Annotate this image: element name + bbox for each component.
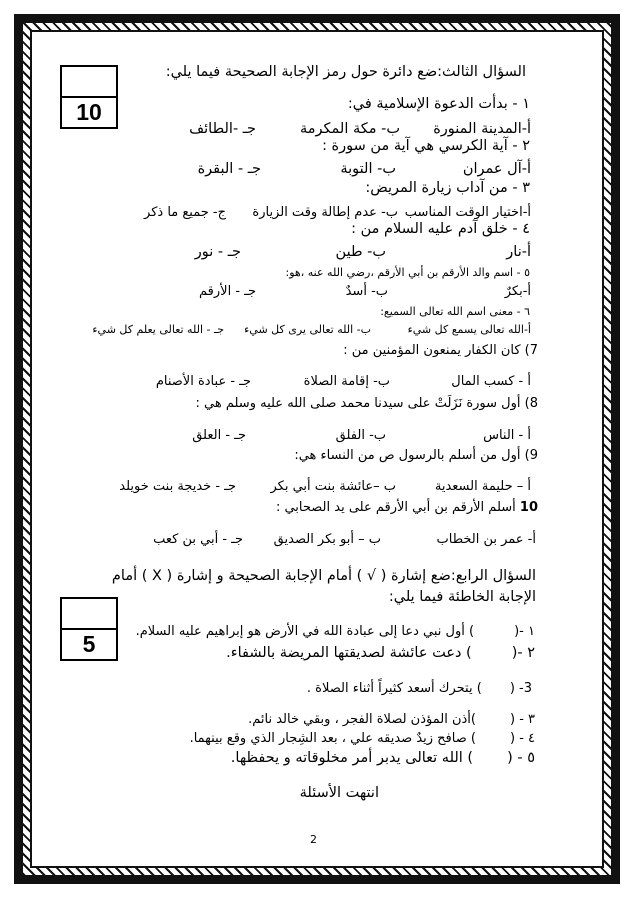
q3-item4-option-b: ب- طين: [335, 244, 386, 260]
q3-item5-option-b: ب- أسدٌ: [345, 284, 388, 299]
q3-item10-option-c: جـ - أبي بن كعب: [153, 532, 243, 547]
q3-item10-stem: [276, 500, 538, 516]
q4-score-blank: [62, 599, 116, 630]
q4-score: 5: [82, 631, 96, 657]
q3-item10-option-b: ب – أبو بكر الصديق: [273, 532, 381, 547]
q3-item5-option-a: أ-بكرٌ: [504, 284, 531, 299]
q3-item8-option-b: ب- الفلق: [335, 428, 386, 443]
q3-item3-option-c: ج- جميع ما ذكر: [144, 205, 226, 220]
q4-item6-text: ) الله تعالى يدبر أمر مخلوقاته و يحفظها.: [230, 750, 474, 766]
q3-item5-option-c: جـ - الأرقم: [199, 284, 256, 299]
q3-item9-option-a: أ – حليمة السعدية: [434, 479, 531, 494]
q3-item1-stem: ١ - بدأت الدعوة الإسلامية في:: [347, 96, 530, 112]
q3-item7-option-a: أ - كسب المال: [451, 374, 531, 389]
q4-item3: [307, 681, 532, 697]
q3-item2-option-b: ب- التوبة: [340, 161, 396, 177]
q3-score-blank: [62, 67, 116, 98]
q3-item10-number: 10: [519, 500, 538, 515]
q3-item3-option-b: ب- عدم إطالة وقت الزيارة: [252, 205, 398, 220]
q3-item10-option-a: أ- عمر بن الخطاب: [436, 532, 536, 547]
q3-score: 10: [76, 99, 102, 125]
q4-item3-text: ) يتحرك أسعد كثيراً أثناء الصلاة .: [306, 681, 482, 696]
q3-score-box: [60, 65, 118, 129]
q4-item6: [231, 750, 535, 766]
q4-item5-number: ٤ - (: [509, 731, 535, 746]
q3-item5-stem: ٥ - اسم والد الأرقم بن أبي الأرقم ،رضي الله عنه ،هو:: [285, 266, 530, 279]
q3-item2-stem: ٢ - آية الكرسي هي آية من سورة :: [322, 138, 530, 154]
q3-item9-option-b: ب –عائشة بنت أبي بكر: [270, 479, 396, 494]
q4-item3-number: 3- (: [509, 681, 532, 696]
q4-item5-text: ) صافح زيدٌ صديقه علي ، بعد الشِجار الذي وقع بينهما.: [189, 731, 476, 746]
q3-item9-stem: 9) أول من أسلم بالرسول ص من النساء هي:: [294, 448, 538, 463]
q3-item7-option-c: جـ - عبادة الأصنام: [155, 374, 251, 389]
q4-item4-text: )أذن المؤذن لصلاة الفجر ، وبقي خالد نائم.: [248, 712, 476, 727]
q3-item2-option-a: أ-آل عمران: [462, 161, 531, 177]
q4-title-line1: السؤال الرابع:ضع إشارة ( √ ) أمام الإجابة الصحيحة و إشارة ( X ) أمام: [111, 568, 536, 584]
q4-item1-number: ١ -(: [514, 624, 535, 639]
q4-score-box: [60, 597, 118, 661]
q3-item6-option-b: ب- الله تعالى يرى كل شيء: [244, 323, 371, 336]
q3-item3-stem: ٣ - من آداب زيارة المريض:: [365, 180, 530, 196]
q4-item6-number: ٥ - (: [507, 750, 535, 766]
q3-item8-option-c: جـ - العلق: [192, 428, 246, 443]
q3-title: السؤال الثالث:ضع دائرة حول رمز الإجابة الصحيحة فيما يلي:: [165, 64, 526, 80]
q4-item4-number: ٣ - (: [509, 712, 535, 727]
q3-item1-option-b: ب- مكة المكرمة: [299, 121, 400, 137]
q3-item6-stem: ٦ - معنى اسم الله تعالى السميع:: [380, 305, 530, 318]
q3-item7-option-b: ب- إقامة الصلاة: [303, 374, 390, 389]
q4-item2-text: ) دعت عائشة لصديقتها المريضة بالشفاء.: [226, 645, 472, 661]
q3-item1-option-a: أ-المدينة المنورة: [433, 121, 531, 137]
q3-item2-option-c: جـ - البقرة: [197, 161, 261, 177]
q3-item10-text: أسلم الأرقم بن أبي الأرقم على يد الصحابي :: [275, 500, 516, 515]
q3-item7-stem: 7) كان الكفار يمنعون المؤمنين من :: [343, 343, 538, 358]
q3-item6-option-a: أ-الله تعالى يسمع كل شيء: [407, 323, 531, 336]
q3-item3-option-a: أ-اختيار الوقت المناسب: [404, 205, 531, 220]
end-of-questions-text: انتهت الأسئلة: [299, 785, 379, 801]
q3-item6-option-c: جـ - الله تعالى يعلم كل شيء: [92, 323, 224, 336]
page-number: 2: [310, 833, 317, 846]
q3-item4-option-c: جـ - نور: [194, 244, 241, 260]
q4-item4: [248, 712, 535, 728]
q3-item4-stem: ٤ - خلق آدم عليه السلام من :: [351, 221, 530, 237]
q3-item8-stem: 8) أول سورة نَزَلَتْ على سيدنا محمد صلى الله عليه وسلم هي :: [195, 396, 538, 411]
q3-item9-option-c: جـ - خديجة بنت خويلد: [119, 479, 236, 494]
q4-item1-text: ) أول نبي دعا إلى عبادة الله في الأرض هو إبراهيم عليه السلام.: [135, 624, 475, 639]
q4-title-line2: الإجابة الخاطئة فيما يلي:: [388, 589, 536, 605]
q3-item1-option-c: جـ -الطائف: [189, 121, 256, 137]
q3-item8-option-a: أ - الناس: [483, 428, 531, 443]
q4-item2: [226, 645, 535, 661]
q4-item5: [190, 731, 535, 747]
q4-item2-number: ٢ -(: [511, 645, 535, 661]
q3-item4-option-a: أ-نار: [506, 244, 531, 260]
q4-item1: [136, 624, 535, 640]
